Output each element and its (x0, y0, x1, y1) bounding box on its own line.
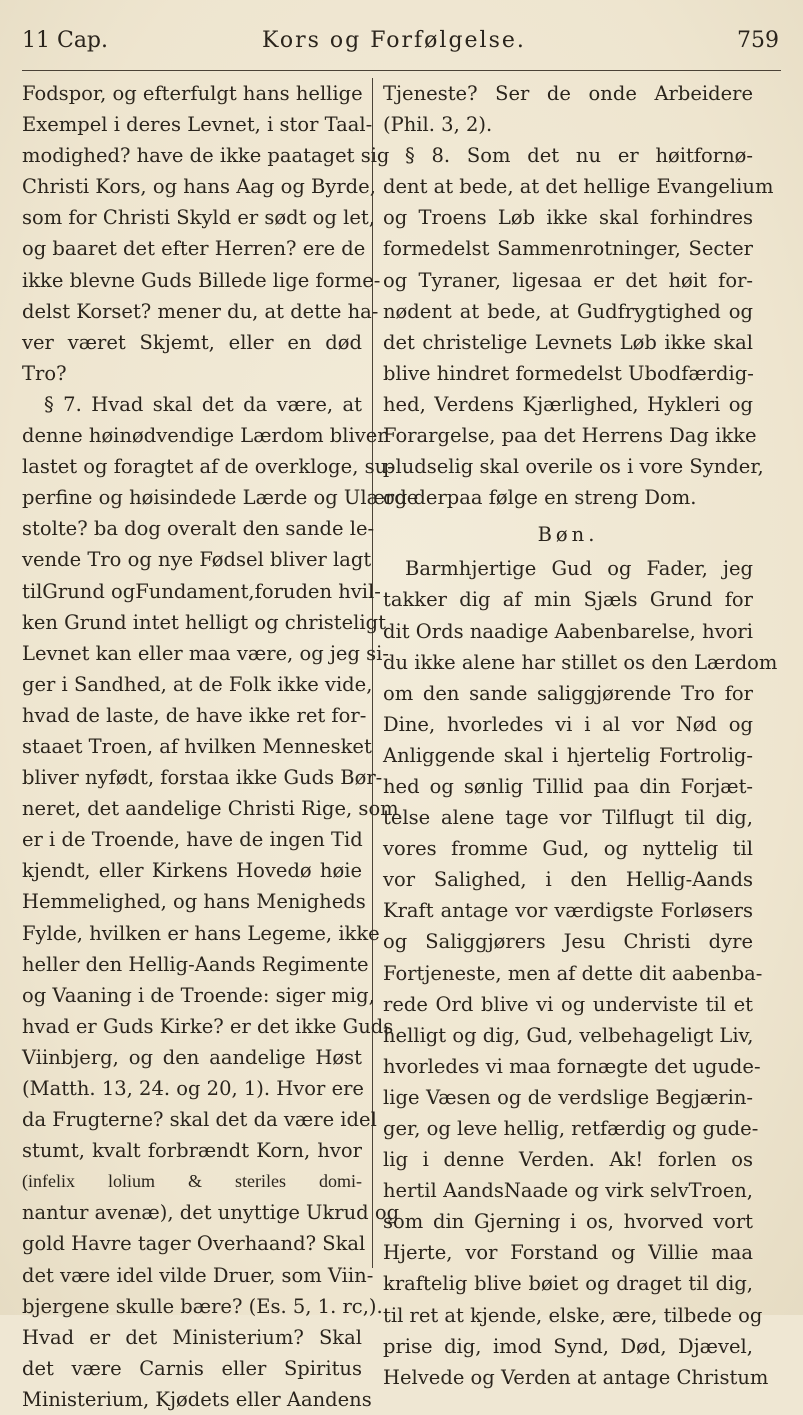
latin-text-line: (infelix lolium & steriles domi- (22, 1171, 362, 1192)
text-line: staaet Troen, af hvilken Mennesket (22, 734, 372, 758)
text-line: Exempel i deres Levnet, i stor Taal- (22, 113, 373, 137)
text-line: takker dig af min Sjæls Grund for (383, 588, 753, 612)
text-line: ger, og leve hellig, retfærdig og gude- (383, 1117, 759, 1140)
text-line: om den sande saliggjørende Tro for (383, 681, 753, 705)
text-line: Fortjeneste, men af dette dit aabenba- (383, 961, 763, 985)
text-line: hertil AandsNaade og virk selvTroen, (383, 1179, 753, 1203)
text-line: Tro? (22, 361, 67, 385)
text-line: som din Gjerning i os, hvorved vort (383, 1210, 753, 1234)
text-line: dit Ords naadige Aabenbarelse, hvori (383, 619, 753, 643)
text-line: Dine, hvorledes vi i al vor Nød og (383, 712, 753, 736)
text-line: og Vaaning i de Troende: siger mig, (22, 983, 375, 1007)
text-line: det christelige Levnets Løb ikke skal (383, 330, 753, 354)
text-line: hvad de laste, de have ikke ret for- (22, 703, 367, 727)
text-line: og Saliggjørers Jesu Christi dyre (383, 930, 753, 954)
text-line: neret, det aandelige Christi Rige, som (22, 797, 399, 821)
text-line: pludselig skal overile os i vore Synder, (383, 455, 764, 479)
text-line: Hjerte, vor Forstand og Villie maa (383, 1241, 753, 1265)
text-line: hed og sønlig Tillid paa din Forjæt- (383, 774, 753, 798)
text-line: blive hindret formedelst Ubodfærdig- (383, 361, 754, 385)
text-line: Forargelse, paa det Herrens Dag ikke (383, 424, 757, 448)
text-line: ken Grund intet helligt og christeligt (22, 610, 386, 634)
text-line: er i de Troende, have de ingen Tid (22, 828, 363, 852)
text-line: telse alene tage vor Tilflugt til dig, (383, 806, 753, 830)
text-line: gold Havre tager Overhaand? Skal (22, 1232, 366, 1256)
text-line: tilGrund ogFundament,foruden hvil- (22, 579, 381, 603)
chapter-label: 11 Cap. (22, 28, 109, 53)
text-line: Viinbjerg, og den aandelige Høst (22, 1045, 362, 1069)
text-line: kjendt, eller Kirkens Hovedø høie (22, 859, 362, 883)
text-line: Ministerium, Kjødets eller Aandens (22, 1387, 372, 1411)
text-line: helligt og dig, Gud, velbehageligt Liv, (383, 1023, 754, 1047)
header-rule (22, 70, 781, 71)
text-line: rede Ord blive vi og underviste til et (383, 992, 753, 1016)
page-number: 759 (737, 28, 779, 53)
running-title: Kors og Forfølgelse. (262, 28, 526, 53)
paragraph-start: § 7. Hvad skal det da være, at (44, 392, 362, 416)
text-line: lig i denne Verden. Ak! forlen os (383, 1148, 753, 1172)
text-line: vende Tro og nye Fødsel bliver lagt (22, 548, 372, 572)
text-line: hvad er Guds Kirke? er det ikke Guds (22, 1014, 394, 1038)
text-line: og derpaa følge en streng Dom. (383, 486, 697, 510)
text-line: Christi Kors, og hans Aag og Byrde, (22, 175, 376, 199)
text-line: Helvede og Verden at antage Christum (383, 1365, 769, 1389)
text-line: (Matth. 13, 24. og 20, 1). Hvor ere (22, 1077, 364, 1100)
text-line: nødent at bede, at Gudfrygtighed og (383, 299, 753, 323)
text-line: som for Christi Skyld er sødt og let, (22, 206, 375, 230)
text-line: ikke blevne Guds Billede lige forme- (22, 268, 381, 292)
text-line: ger i Sandhed, at de Folk ikke vide, (22, 672, 373, 696)
text-line: (Phil. 3, 2). (383, 113, 493, 137)
text-line: lastet og foragtet af de overkloge, su- (22, 455, 394, 479)
text-line: Anliggende skal i hjertelig Fortrolig- (383, 743, 753, 767)
text-line: kraftelig blive bøiet og draget til dig, (383, 1272, 753, 1296)
running-header (22, 22, 779, 62)
text-line: modighed? have de ikke paataget sig (22, 144, 390, 168)
text-line: til ret at kjende, elske, ære, tilbede og (383, 1303, 763, 1327)
text-line: stolte? ba dog overalt den sande le- (22, 517, 375, 541)
text-line: dent at bede, at det hellige Evangelium (383, 175, 774, 199)
right-column (383, 78, 778, 1393)
text-line: og Troens Løb ikke skal forhindres (383, 206, 753, 230)
text-line: Hvad er det Ministerium? Skal (22, 1325, 362, 1349)
paragraph-start: § 8. Som det nu er høitfornø- (405, 144, 753, 168)
text-line: Tjeneste? Ser de onde Arbeidere (383, 82, 753, 105)
text-line: Levnet kan eller maa være, og jeg si- (22, 641, 389, 665)
text-line: perfine og høisindede Lærde og Ulærde (22, 486, 419, 510)
text-line: prise dig, imod Synd, Død, Djævel, (383, 1334, 753, 1358)
text-line: da Frugterne? skal det da være idel (22, 1108, 377, 1132)
text-line: stumt, kvalt forbrændt Korn, hvor (22, 1139, 362, 1163)
text-line: heller den Hellig-Aands Regimente (22, 952, 369, 976)
text-line: bliver nyfødt, forstaa ikke Guds Bør- (22, 766, 383, 790)
text-line: og Tyraner, ligesaa er det høit for- (383, 268, 753, 292)
text-line: Hemmelighed, og hans Menigheds (22, 890, 366, 914)
text-line: det være Carnis eller Spiritus (22, 1356, 362, 1380)
text-line: nantur avenæ), det unyttige Ukrud og (22, 1201, 400, 1225)
paragraph-start: Barmhjertige Gud og Fader, jeg (405, 557, 753, 581)
text-line: bjergene skulle bære? (Es. 5, 1. rc,). (22, 1294, 383, 1318)
text-line: lige Væsen og de verdslige Begjærin- (383, 1085, 753, 1109)
text-line: det være idel vilde Druer, som Viin- (22, 1263, 374, 1287)
left-column (22, 78, 419, 1415)
text-line: og baaret det efter Herren? ere de (22, 237, 366, 261)
text-line: Fodspor, og efterfulgt hans hellige (22, 82, 363, 105)
text-line: delst Korset? mener du, at dette ha- (22, 299, 379, 323)
text-line: du ikke alene har stillet os den Lærdom (383, 650, 778, 674)
text-line: hed, Verdens Kjærlighed, Hykleri og (383, 392, 753, 416)
text-line: Fylde, hvilken er hans Legeme, ikke (22, 921, 380, 945)
text-line: vores fromme Gud, og nyttelig til (383, 837, 753, 861)
text-line: hvorledes vi maa fornægte det ugude- (383, 1054, 761, 1078)
text-line: formedelst Sammenrotninger, Secter (383, 237, 753, 261)
text-line: denne høinødvendige Lærdom bliver (22, 424, 387, 448)
column-divider (372, 78, 373, 1268)
text-line: ver været Skjemt, eller en død (22, 330, 362, 354)
prayer-heading: Bøn. (537, 523, 599, 547)
text-line: Kraft antage vor værdigste Forløsers (383, 899, 753, 923)
text-line: vor Salighed, i den Hellig-Aands (383, 868, 753, 892)
